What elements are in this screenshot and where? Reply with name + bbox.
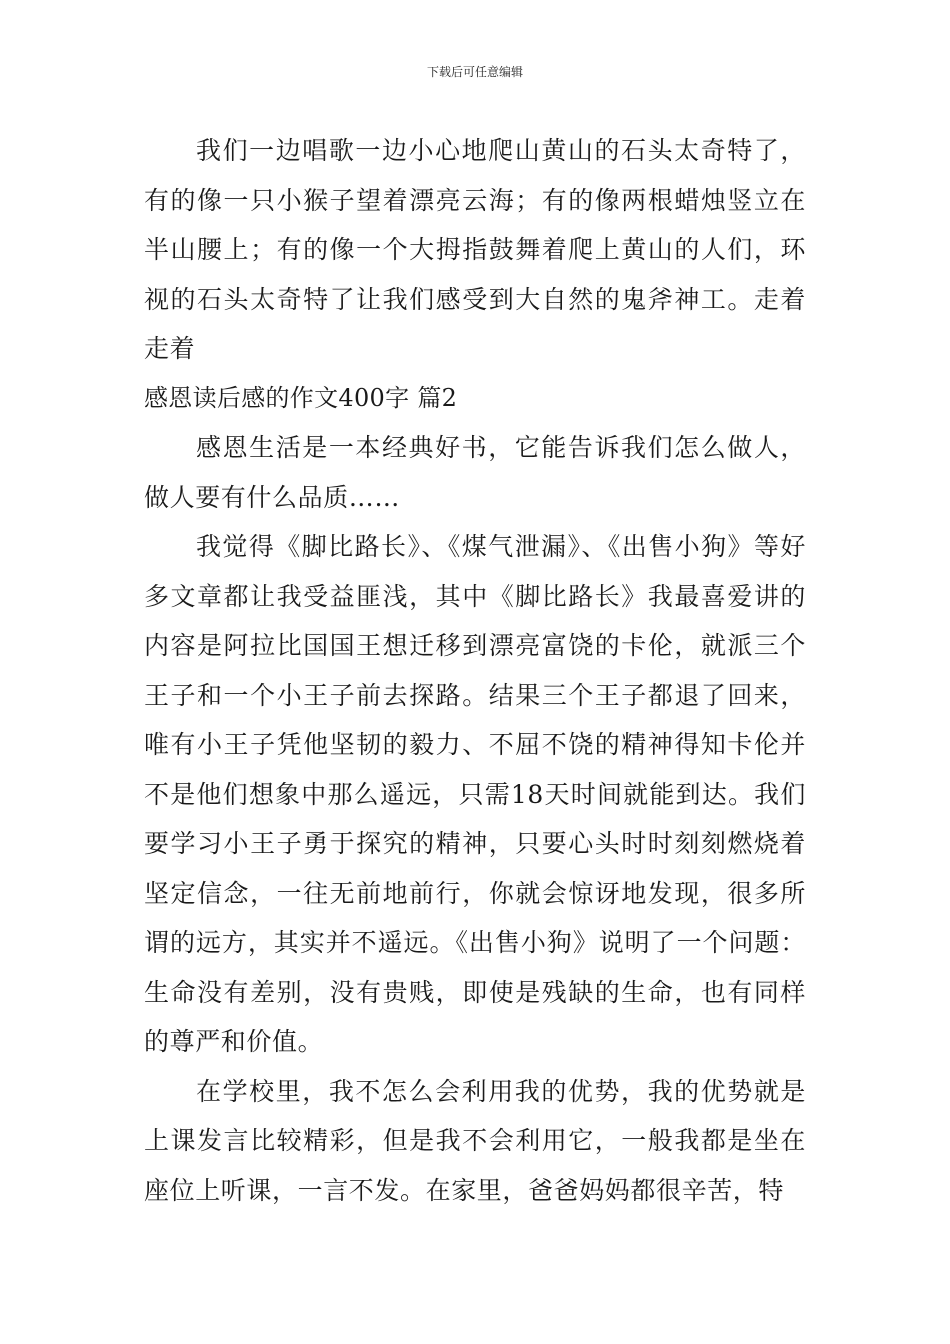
- document-body: [144, 126, 806, 1215]
- paragraph-intro: 感恩生活是一本经典好书，它能告诉我们怎么做人，做人要有什么品质……: [144, 433, 806, 512]
- paragraph-school: 在学校里，我不怎么会利用我的优势，我的优势就是上课发言比较精彩，但是我不会利用它，一般我都是坐在座位上听课，一言不发。在家里，爸爸妈妈都很辛苦，特: [144, 1076, 806, 1205]
- paragraph-stories: 我觉得《脚比路长》、《煤气泄漏》、《出售小狗》等好多文章都让我受益匪浅，其中《脚比路长》我最喜爱讲的内容是阿拉比国国王想迁移到漂亮富饶的卡伦，就派三个王子和一个小王子前去探路。结果三个王子都退了回来，唯有小王子凭他坚韧的毅力、不屈不饶的精神得知卡伦并不是他们想象中那么遥远，只需18天时间就能到达。我们要学习小王子勇于探究的精神，只要心头时时刻刻燃烧着坚定信念，一往无前地前行，你就会惊讶地发现，很多所谓的远方，其实并不遥远。《出售小狗》说明了一个问题：生命没有差别，没有贵贱，即使是残缺的生命，也有同样的尊严和价值。: [144, 532, 806, 1056]
- paragraph-huangshan: 我们一边唱歌一边小心地爬山黄山的石头太奇特了，有的像一只小猴子望着漂亮云海；有的像两根蜡烛竖立在半山腰上；有的像一个大拇指鼓舞着爬上黄山的人们，环视的石头太奇特了让我们感受到大自然的鬼斧神工。走着走着: [144, 136, 806, 363]
- section-heading: 感恩读后感的作文400字 篇2: [144, 383, 458, 412]
- page-header-note: 下载后可任意编辑: [426, 65, 523, 79]
